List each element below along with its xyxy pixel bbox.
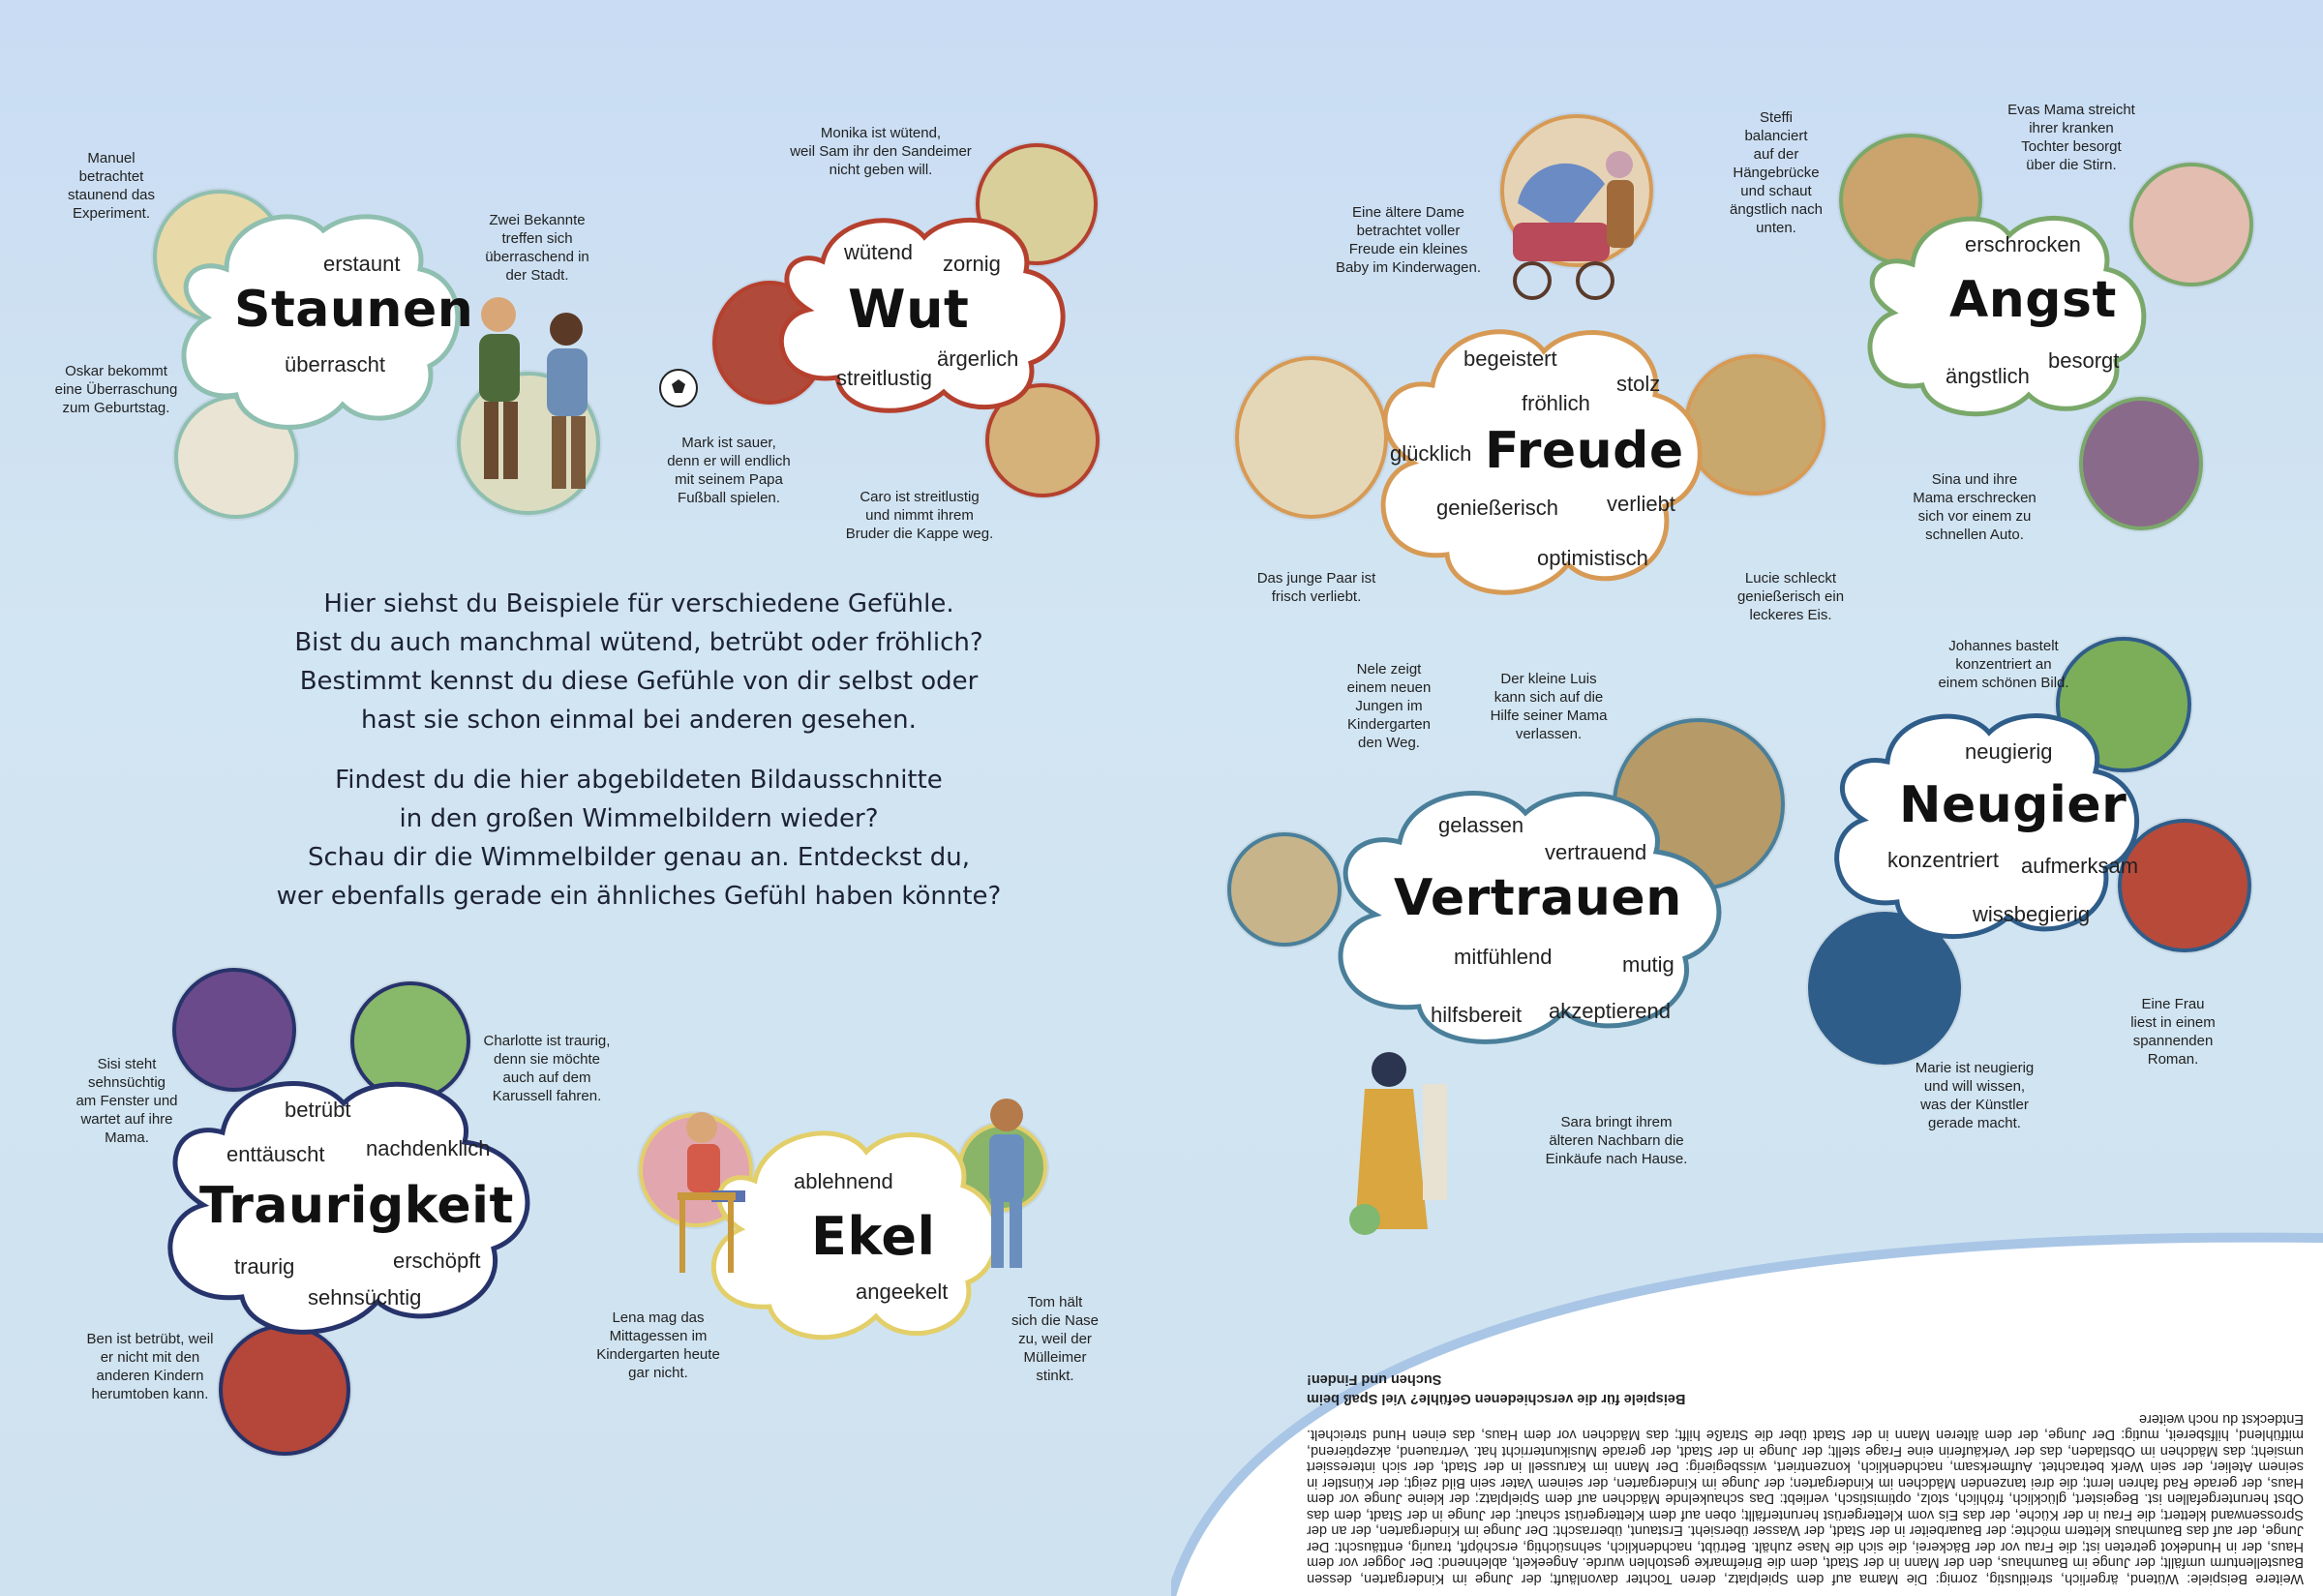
feeling-word: angeekelt xyxy=(856,1280,949,1304)
intro-line: Bestimmt kennst du diese Gefühle von dir selbst oder xyxy=(299,667,979,696)
feeling-title: Wut xyxy=(848,279,970,340)
feeling-word: sehnsüchtig xyxy=(308,1285,422,1310)
feeling-word: überrascht xyxy=(285,352,385,376)
feeling-word: vertrauend xyxy=(1545,840,1647,864)
football-icon xyxy=(658,368,699,408)
intro-line: in den großen Wimmelbildern wieder? xyxy=(399,804,879,833)
feeling-title: Vertrauen xyxy=(1394,869,1682,927)
feeling-word: neugierig xyxy=(1965,739,2053,764)
feeling-word: hilfsbereit xyxy=(1431,1003,1523,1027)
caption-tom: Tom hält sich die Nase zu, weil der Mülleimer stinkt. xyxy=(1011,1294,1100,1384)
feeling-word: streitlustig xyxy=(836,366,933,390)
cloud-angst xyxy=(1855,201,2155,424)
caption-sara: Sara bringt ihrem älteren Nachbarn die Einkäufe nach Hause. xyxy=(1545,1114,1688,1167)
feeling-title: Staunen xyxy=(234,281,474,339)
feeling-word: ablehnend xyxy=(794,1169,893,1193)
caption-eva: Evas Mama streicht ihrer kranken Tochter besorgt über die Stirn. xyxy=(2007,102,2135,173)
feeling-word: nachdenklich xyxy=(366,1136,491,1160)
caption-johannes: Johannes bastelt konzentriert an einem schönen Bild. xyxy=(1938,638,2069,691)
caption-mark: Mark ist sauer, denn er will endlich mit seinem Papa Fußball spielen. xyxy=(667,435,791,506)
feeling-word: erschöpft xyxy=(393,1249,481,1273)
feeling-word: enttäuscht xyxy=(226,1142,325,1166)
feeling-word: wissbegierig xyxy=(1973,902,2091,926)
caption-monika: Monika ist wütend, weil Sam ihr den Sandeimer nicht geben will. xyxy=(790,125,972,178)
caption-nele: Nele zeigt einem neuen Jungen im Kindergarten den Weg. xyxy=(1346,661,1432,751)
feeling-word: betrübt xyxy=(285,1098,351,1122)
feeling-word: ärgerlich xyxy=(937,346,1019,371)
cloud-staunen xyxy=(168,201,474,434)
caption-sisi: Sisi steht sehnsüchtig am Fenster und wartet auf ihre Mama. xyxy=(75,1056,178,1146)
feeling-word: glücklich xyxy=(1390,441,1472,466)
feeling-word: wütend xyxy=(844,240,913,264)
answer-corner xyxy=(1171,1219,2323,1596)
upside-down-answers xyxy=(1307,1238,2304,1586)
intro-line: Findest du die hier abgebildeten Bildausschnitte xyxy=(335,766,943,795)
feeling-word: aufmerksam xyxy=(2021,854,2139,878)
feeling-title: Neugier xyxy=(1899,776,2127,834)
figure-tom-icon xyxy=(968,1094,1045,1278)
feeling-word: begeistert xyxy=(1463,346,1557,371)
caption-lucie: Lucie schleckt genießerisch ein leckeres Eis. xyxy=(1736,570,1845,623)
answers-heading2: Beispiele für die verschiedenen Gefühle? Viel Spaß beim xyxy=(1307,1391,1686,1407)
intro-line: Bist du auch manchmal wütend, betrübt oder fröhlich? xyxy=(294,628,983,657)
feeling-title: Freude xyxy=(1485,422,1684,480)
caption-steffi: Steffi balanciert auf der Hängebrücke und schaut ängstlich nach unten. xyxy=(1730,109,1823,236)
feeling-word: konzentriert xyxy=(1887,848,1999,872)
answers-body: Weitere Beispiele: Wütend, ärgerlich, streitlustig, zornig: Die Mama auf dem Spielplatz, deren Tochter davonläuft; der Junge im Kindergarten, dessen Baustellenturm umfällt; der Junge im Baumhaus, den der Mann in der Stadt, dem die Briefmarke gestohlen wurde. Angeekelt, ablehnend: Der Jogger vor dem Haus, der in Hundekot getreten ist; die Frau vor der Bäckerei, die sich die Nase zuhält. Betrübt, nachdenklich, sehnsüchtig, erschöpft, traurig, enttäuscht: Der Junge, der auf das Baumhaus klettern möchte; der Bauarbeiter in der Stadt, der Wasser übersieht. Erstaunt, überrascht: Der Junge im Kindergarten, der an der Sprossenwand klettert; die Frau in der Küche, der das Eis vom Klettergerüst herunterfällt; oben auf dem Klettergerüst schaut; der Junge in der Stadt, dem das Obst heruntergefallen ist. Begeistert, glücklich, fröhlich, stolz, optimistisch, verliebt: Das schaukelnde Mädchen auf dem Spielplatz; der kleine Junge vor dem Haus, der gerade Rad fahren lernt; die drei tanzenden Mädchen im Kindergarten; der Junge im Kindergarten, der seinem Vater sein Bild zeigt; der Künstler in seinem Atelier, der sein Werk betrachtet. Aufmerksam, nachdenklich, konzentriert, wissbegierig: Der Mann im Karussell in der Stadt, der sich interessiert umsieht; das Mädchen im Obstladen, das der Verkäuferin eine Frage stellt; der Junge in der Stadt, der gerade Musikunterricht hat. Vertrauend, akzeptierend, mitfühlend, hilfsbereit, mutig: Der Junge, der dem älteren Mann in der Stadt über die Straße hilft; das Mädchen vor dem Haus, das einen Hund streichelt. Entdeckst du noch weitere xyxy=(1307,1411,2304,1586)
caption-oskar: Oskar bekommt eine Überraschung zum Geburtstag. xyxy=(54,363,178,416)
caption-charlotte: Charlotte ist traurig, denn sie möchte auch auf dem Karussell fahren. xyxy=(483,1033,611,1104)
feeling-word: gelassen xyxy=(1438,813,1524,837)
feeling-word: ängstlich xyxy=(1946,364,2030,388)
intro-line: Hier siehst du Beispiele für verschiedene Gefühle. xyxy=(323,589,954,618)
feeling-word: traurig xyxy=(234,1254,295,1279)
caption-manuel: Manuel betrachtet staunend das Experiment. xyxy=(67,150,156,222)
cloud-neugier xyxy=(1820,699,2149,950)
feeling-word: erschrocken xyxy=(1965,232,2081,256)
intro-line: wer ebenfalls gerade ein ähnliches Gefühl haben könnte? xyxy=(276,882,1002,911)
answers-heading: Suchen und Finden! xyxy=(1307,1371,1442,1387)
caption-sina: Sina und ihre Mama erschrecken sich vor einem zu schnellen Auto. xyxy=(1913,471,2036,543)
feeling-word: mutig xyxy=(1622,952,1674,977)
caption-ben: Ben ist betrübt, weil er nicht mit den anderen Kindern herumtoben kann. xyxy=(86,1331,214,1402)
cloud-freude xyxy=(1355,308,1723,617)
feeling-word: stolz xyxy=(1616,372,1661,396)
caption-caro: Caro ist streitlustig und nimmt ihrem Bruder die Kappe weg. xyxy=(845,489,994,542)
feeling-word: mitfühlend xyxy=(1454,945,1553,969)
caption-marie: Marie ist neugierig und will wissen, was der Künstler gerade macht. xyxy=(1915,1060,2035,1131)
figure-lena-chair-icon xyxy=(658,1103,755,1278)
feeling-title: Ekel xyxy=(811,1206,936,1267)
stroller-icon xyxy=(1498,145,1644,310)
cloud-vertrauen xyxy=(1312,774,1758,1055)
caption-paar: Das junge Paar ist frisch verliebt. xyxy=(1256,570,1376,605)
figure-handshake-icon xyxy=(455,290,610,494)
feeling-word: erstaunt xyxy=(323,252,401,276)
intro-line: Schau dir die Wimmelbilder genau an. Entdeckst du, xyxy=(307,843,971,872)
caption-luis: Der kleine Luis kann sich auf die Hilfe seiner Mama verlassen. xyxy=(1490,671,1608,742)
intro-text xyxy=(213,585,1065,937)
caption-frau: Eine Frau liest in einem spannenden Roman. xyxy=(2130,996,2216,1068)
feeling-word: genießerisch xyxy=(1436,496,1558,520)
cloud-wut xyxy=(765,203,1074,416)
feeling-word: akzeptierend xyxy=(1549,999,1671,1023)
caption-dame: Eine ältere Dame betrachtet voller Freude ein kleines Baby im Kinderwagen. xyxy=(1335,204,1482,276)
feeling-word: optimistisch xyxy=(1537,546,1648,570)
caption-lena: Lena mag das Mittagessen im Kindergarten heute gar nicht. xyxy=(596,1310,720,1381)
feeling-word: zornig xyxy=(943,252,1001,276)
feeling-word: besorgt xyxy=(2048,348,2120,373)
caption-bekannte: Zwei Bekannte treffen sich überraschend in der Stadt. xyxy=(485,212,589,284)
feeling-word: fröhlich xyxy=(1522,391,1590,415)
intro-line: hast sie schon einmal bei anderen gesehen. xyxy=(361,706,917,735)
feeling-word: verliebt xyxy=(1607,492,1675,516)
feeling-title: Angst xyxy=(1949,271,2117,329)
cloud-traurigkeit xyxy=(145,1065,552,1345)
feeling-title: Traurigkeit xyxy=(199,1177,514,1235)
